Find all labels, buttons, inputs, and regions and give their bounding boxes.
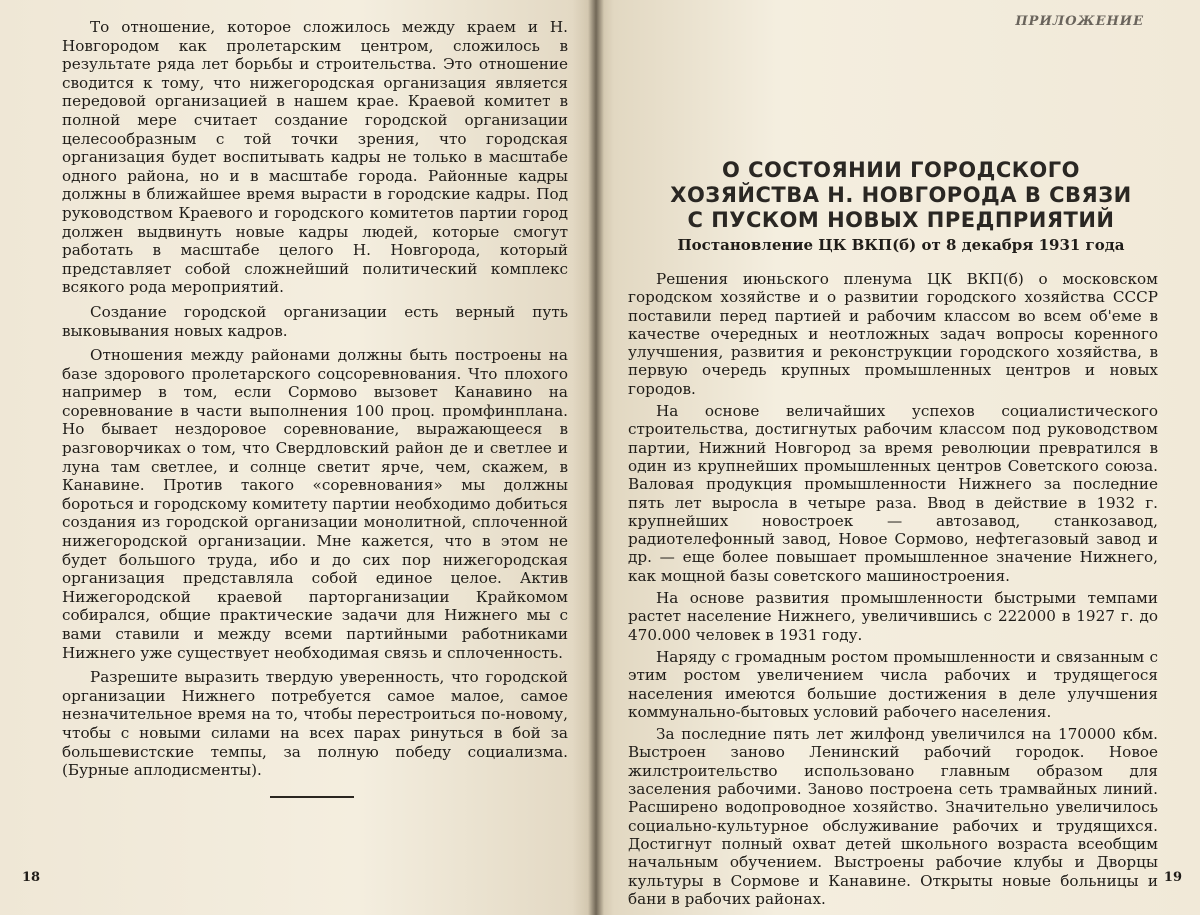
paragraph: За последние пять лет жилфонд увеличился на 170000 кбм. Выстроен заново Ленинский рабочий городок. Новое жилстроительство использовано главным образом для заселения рабочими. Заново построена сеть трамвайных линий. Расширено водопроводное хозяйство. Значительно увеличилось социально-культурное обслуживание рабочих и трудящихся. Достигнут полный охват детей школьного возраста всеобщим начальным обучением. Выстроены рабочие клубы и Дворцы культуры в Сормове и Канавине. Открыты новые больницы и бани в рабочих районах. [628, 725, 1158, 908]
paragraph: На основе величайших успехов социалистического строительства, достигнутых рабочим классом под руководством партии, Нижний Новгород за время революции превратился в один из крупнейших промышленных центров Советского союза. Валовая продукция промышленности Нижнего за последние пять лет выросла в четыре раза. Ввод в действие в 1932 г. крупнейших новостроек — автозавод, станкозавод, радиотелефонный завод, Новое Сормово, нефтегазовый завод и др. — еще более повышает промышленное значение Нижнего, как мощной базы советского машиностроения. [628, 402, 1158, 585]
paragraph: Отношения между районами должны быть построены на базе здорового пролетарского соцсоревнования. Что плохого например в том, если Сормово вызовет Канавино на соревнование в части выполнения 100 проц. промфинплана. Но бывает нездоровое соревнование, выражающееся в разговорчиках о том, что Свердловский район де и светлее и луна там светлее, и солнце светит ярче, чем, скажем, в Канавине. Против такого «соревнования» мы должны бороться и городскому комитету партии необходимо добиться создания из городской организации монолитной, сплоченной нижегородской организации. Мне кажется, что в этом не будет большого труда, ибо и до сих пор нижегородская организация представляла собой единое целое. Актив Нижегородской краевой парторганизации Крайкомом собирался, общие практические задачи для Нижнего мы с вами ставили и между всеми партийными работниками Нижнего уже существует необходимая связь и сплоченность. [62, 346, 568, 662]
document-title: О СОСТОЯНИИ ГОРОДСКОГО ХОЗЯЙСТВА Н. НОВГОРОДА В СВЯЗИ С ПУСКОМ НОВЫХ ПРЕДПРИЯТИЙ [670, 158, 1132, 232]
section-divider [270, 796, 354, 798]
left-page-text [62, 18, 568, 786]
right-page [596, 0, 1200, 915]
document-subtitle: Постановление ЦК ВКП(б) от 8 декабря 1931 года [677, 236, 1125, 254]
paragraph: Наряду с громадным ростом промышленности и связанным с этим ростом увеличением числа рабочих и трудящегося населения имеются большие достижения в деле улучшения коммунально-бытовых условий рабочего населения. [628, 647, 1158, 721]
paragraph: На основе развития промышленности быстрыми темпами растет население Нижнего, увеличившись с 222000 в 1927 г. до 470.000 человек в 1931 году. [628, 589, 1158, 644]
right-page-text [628, 270, 1158, 912]
paragraph: То отношение, которое сложилось между краем и Н. Новгородом как пролетарским центром, сложилось в результате ряда лет борьбы и строительства. Это отношение сводится к тому, что нижегородская организация является передовой организацией в нашем крае. Краевой комитет в полной мере считает создание городской организации целесообразным с той точки зрения, что городская организация будет воспитывать кадры не только в масштабе одного района, но и в масштабе города. Районные кадры должны в ближайшее время вырасти в городские кадры. Под руководством Краевого и городского комитетов партии город должен выдвинуть новые кадры людей, которые смогут работать в масштабе целого Н. Новгорода, который представляет собой сложнейший политический комплекс всякого рода мероприятий. [62, 18, 568, 297]
paragraph: Разрешите выразить твердую уверенность, что городской организации Нижнего потребуется самое малое, самое незначительное время на то, чтобы перестроиться по-новому, чтобы с новыми силами на всех парах ринуться в бой за большевистские темпы, за полную победу социализма. (Бурные аплодисменты). [62, 668, 568, 780]
page-number: 18 [22, 870, 41, 885]
left-page [0, 0, 596, 915]
paragraph: Решения июньского пленума ЦК ВКП(б) о московском городском хозяйстве и о развитии городского хозяйства СССР поставили перед партией и рабочим классом во всем об'еме в качестве очередных и неотложных задач вопросы коренного улучшения, развития и реконструкции городского хозяйства, в первую очередь крупных промышленных центров и новых городов. [628, 270, 1158, 398]
book-gutter [588, 0, 604, 915]
paragraph: Создание городской организации есть верный путь выковывания новых кадров. [62, 302, 568, 340]
running-head: ПРИЛОЖЕНИЕ [1015, 14, 1144, 29]
page-number: 19 [1163, 870, 1182, 885]
